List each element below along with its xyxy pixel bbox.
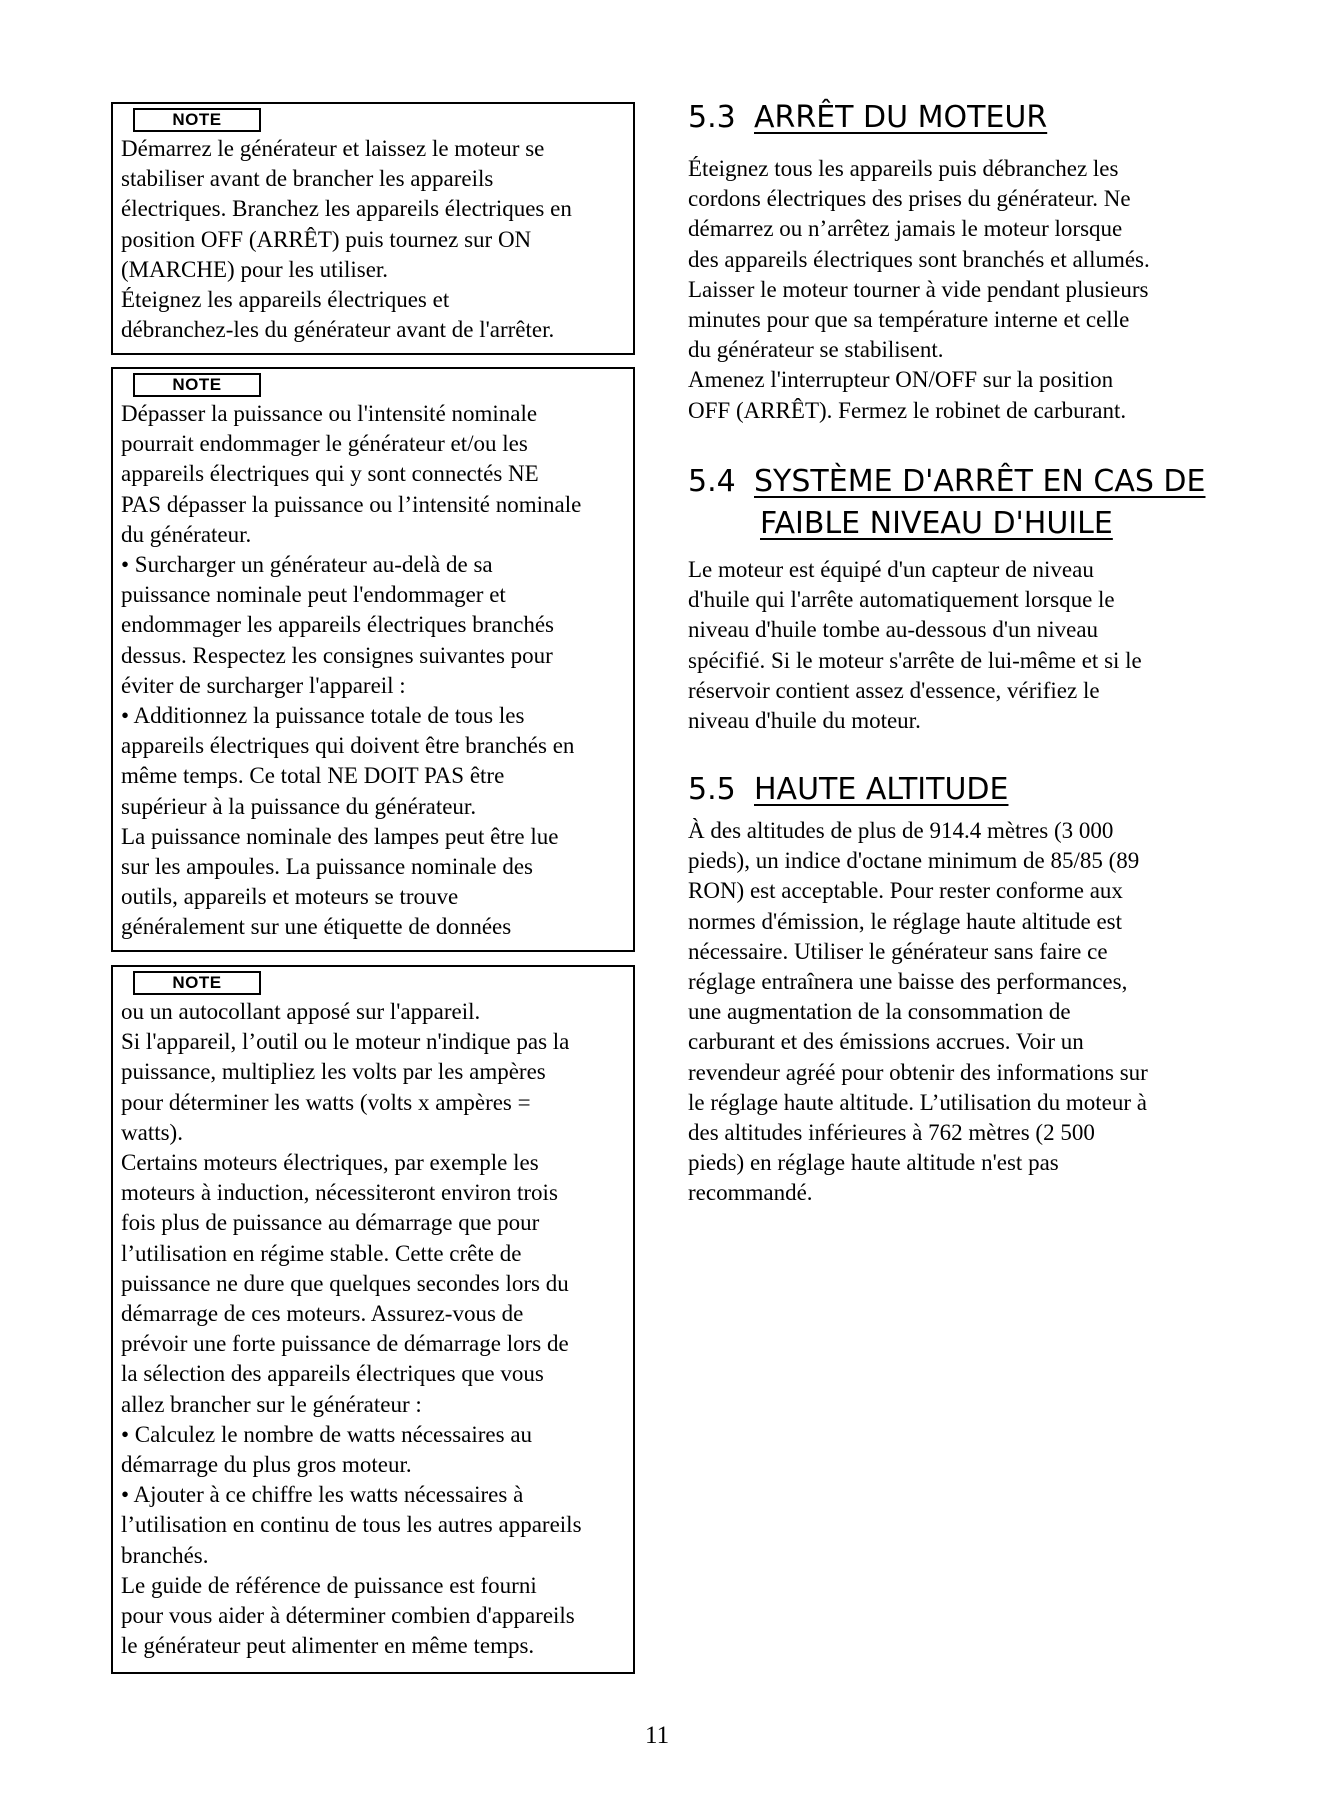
text-line: branchés. (121, 1542, 209, 1568)
text-line: fois plus de puissance au démarrage que pour (121, 1210, 540, 1236)
text-line: spécifié. Si le moteur s'arrête de lui-même et si le (688, 647, 1142, 673)
text-line: Le guide de référence de puissance est fourni (121, 1572, 537, 1598)
text-line: réglage entraînera une baisse des performances, (688, 969, 1128, 995)
text-line: Si l'appareil, l’outil ou le moteur n'indique pas la (121, 1029, 570, 1055)
text-line: pour déterminer les watts (volts x ampères = (121, 1089, 531, 1115)
section-body-5-5 (688, 816, 1148, 1209)
text-line: des altitudes inférieures à 762 mètres (2 500 (688, 1120, 1095, 1146)
text-line: Certains moteurs électriques, par exemple les (121, 1150, 539, 1176)
text-line: puissance ne dure que quelques secondes lors du (121, 1270, 569, 1296)
text-line: démarrage du plus gros moteur. (121, 1452, 412, 1478)
section-number: 5.4 (688, 464, 736, 499)
section-number: 5.3 (688, 100, 736, 135)
text-line: des appareils électriques sont branchés et allumés. (688, 246, 1150, 272)
text-line: carburant et des émissions accrues. Voir un (688, 1029, 1084, 1055)
section-heading-5-3 (688, 100, 1047, 136)
text-line: RON) est acceptable. Pour rester conforme aux (688, 878, 1123, 904)
section-heading-5-4-line-2 (760, 506, 1113, 542)
text-line: pieds) en réglage haute altitude n'est pas (688, 1150, 1059, 1176)
note-text (121, 997, 627, 1661)
text-line: prévoir une forte puissance de démarrage lors de (121, 1331, 569, 1357)
section-number: 5.5 (688, 772, 736, 807)
text-line: le réglage haute altitude. L’utilisation du moteur à (688, 1089, 1148, 1115)
text-line: allez brancher sur le générateur : (121, 1391, 422, 1417)
text-line: OFF (ARRÊT). Fermez le robinet de carburant. (688, 397, 1127, 423)
text-line: puissance, multipliez les volts par les ampères (121, 1059, 546, 1085)
text-line: l’utilisation en continu de tous les autres appareils (121, 1512, 582, 1538)
text-line: débranchez-les du générateur avant de l'arrêter. (121, 317, 555, 343)
text-line: démarrage de ces moteurs. Assurez-vous de (121, 1301, 524, 1327)
note-box-1 (111, 102, 635, 355)
text-line: appareils électriques qui y sont connectés NE (121, 461, 539, 487)
text-line: watts). (121, 1119, 183, 1145)
text-line: revendeur agréé pour obtenir des informations sur (688, 1059, 1148, 1085)
text-line: • Additionnez la puissance totale de tous les (121, 703, 525, 729)
text-line: stabiliser avant de brancher les appareils (121, 166, 494, 192)
text-line: recommandé. (688, 1180, 813, 1206)
text-line: niveau d'huile du moteur. (688, 708, 921, 734)
text-line: Dépasser la puissance ou l'intensité nominale (121, 401, 538, 426)
text-line: Éteignez tous les appareils puis débranchez les (688, 156, 1119, 181)
text-line: À des altitudes de plus de 914.4 mètres (3 000 (688, 818, 1114, 843)
text-line: pour vous aider à déterminer combien d'appareils (121, 1603, 575, 1629)
text-line: une augmentation de la consommation de (688, 999, 1071, 1025)
text-line: niveau d'huile tombe au-dessous d'un niveau (688, 617, 1099, 643)
text-line: Le moteur est équipé d'un capteur de niveau (688, 557, 1094, 582)
note-box-2 (111, 367, 635, 952)
section-body-5-4 (688, 555, 1142, 736)
text-line: puissance nominale peut l'endommager et (121, 582, 506, 608)
note-text (121, 134, 627, 345)
text-line: électriques. Branchez les appareils électriques en (121, 196, 572, 222)
note-label: NOTE (133, 108, 261, 132)
text-line: la sélection des appareils électriques que vous (121, 1361, 544, 1387)
text-line: endommager les appareils électriques branchés (121, 612, 554, 638)
text-line: • Surcharger un générateur au-delà de sa (121, 552, 493, 578)
text-line: le générateur peut alimenter en même temps. (121, 1633, 535, 1659)
text-line: (MARCHE) pour les utiliser. (121, 256, 389, 282)
text-line: position OFF (ARRÊT) puis tournez sur ON (121, 226, 532, 252)
text-line: normes d'émission, le réglage haute altitude est (688, 908, 1122, 934)
text-line: généralement sur une étiquette de données (121, 914, 512, 940)
text-line: appareils électriques qui doivent être branchés en (121, 733, 575, 759)
text-line: sur les ampoules. La puissance nominale des (121, 854, 533, 880)
text-line: même temps. Ce total NE DOIT PAS être (121, 763, 505, 789)
text-line: Amenez l'interrupteur ON/OFF sur la position (688, 367, 1114, 393)
section-heading-5-5 (688, 772, 1008, 808)
text-line: pieds), un indice d'octane minimum de 85/85 (89 (688, 848, 1140, 874)
text-line: • Ajouter à ce chiffre les watts nécessaires à (121, 1482, 524, 1508)
text-line: nécessaire. Utiliser le générateur sans faire ce (688, 938, 1108, 964)
text-line: dessus. Respectez les consignes suivantes pour (121, 642, 553, 668)
text-line: cordons électriques des prises du générateur. Ne (688, 186, 1131, 212)
text-line: PAS dépasser la puissance ou l’intensité nominale (121, 491, 582, 517)
text-line: l’utilisation en régime stable. Cette crête de (121, 1240, 522, 1266)
text-line: La puissance nominale des lampes peut être lue (121, 823, 559, 849)
text-line: d'huile qui l'arrête automatiquement lorsque le (688, 587, 1115, 613)
text-line: moteurs à induction, nécessiteront environ trois (121, 1180, 558, 1206)
note-text (121, 399, 627, 943)
text-line: réservoir contient assez d'essence, vérifiez le (688, 677, 1100, 703)
text-line: minutes pour que sa température interne et celle (688, 307, 1130, 333)
text-line: Laisser le moteur tourner à vide pendant plusieurs (688, 276, 1149, 302)
text-line: ou un autocollant apposé sur l'appareil. (121, 999, 481, 1024)
text-line: éviter de surcharger l'appareil : (121, 672, 406, 698)
section-title-line-1: SYSTÈME D'ARRÊT EN CAS DE (754, 464, 1206, 499)
section-heading-5-4 (688, 464, 1205, 500)
page-number: 11 (645, 1722, 670, 1749)
text-line: pourrait endommager le générateur et/ou les (121, 431, 528, 457)
text-line: démarrez ou n’arrêtez jamais le moteur lorsque (688, 216, 1123, 242)
text-line: • Calculez le nombre de watts nécessaires au (121, 1421, 533, 1447)
note-label: NOTE (133, 373, 261, 397)
section-title-line-2: FAIBLE NIVEAU D'HUILE (760, 506, 1113, 541)
text-line: du générateur se stabilisent. (688, 337, 944, 363)
text-line: Démarrez le générateur et laissez le moteur se (121, 136, 545, 161)
text-line: outils, appareils et moteurs se trouve (121, 884, 459, 910)
text-line: supérieur à la puissance du générateur. (121, 793, 477, 819)
text-line: Éteignez les appareils électriques et (121, 287, 450, 313)
section-title: ARRÊT DU MOTEUR (754, 100, 1048, 135)
section-title: HAUTE ALTITUDE (754, 772, 1009, 807)
note-label: NOTE (133, 971, 261, 995)
section-body-5-3 (688, 154, 1150, 426)
text-line: du générateur. (121, 521, 252, 547)
note-box-3 (111, 965, 635, 1674)
